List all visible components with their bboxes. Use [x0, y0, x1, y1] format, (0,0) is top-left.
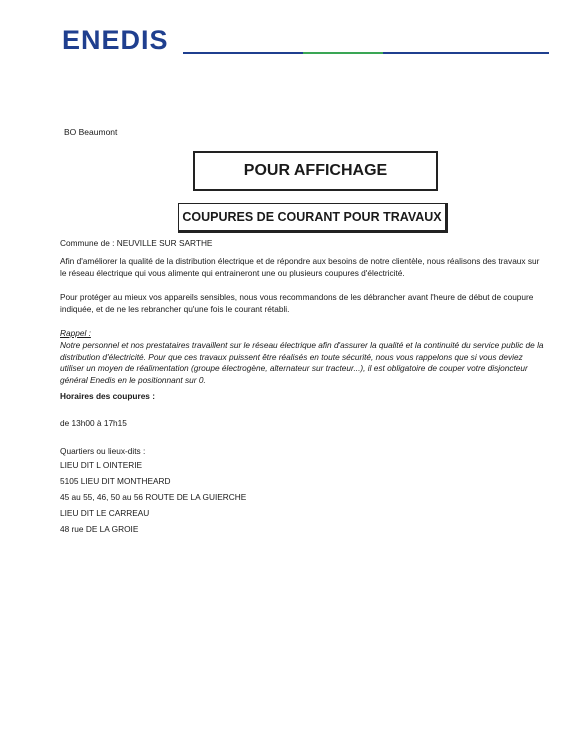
- intro-paragraph: Afin d'améliorer la qualité de la distribution électrique et de répondre aux besoins de notre clientèle, nous réalisons des travaux sur le réseau électrique qui vous alimente qui entraineront une ou plusieurs coupures d'électricité.: [60, 256, 540, 278]
- list-item: 48 rue DE LA GROIE: [60, 524, 139, 534]
- list-item: 5105 LIEU DIT MONTHEARD: [60, 476, 171, 486]
- recommendation-paragraph: Pour protéger au mieux vos appareils sensibles, nous vous recommandons de les débrancher avant l'heure de début de coupure indiquée, et de ne les rebrancher qu'une fois le courant rétabli.: [60, 292, 534, 314]
- logo-divider: [183, 52, 549, 54]
- rappel-text: Notre personnel et nos prestataires travaillent sur le réseau électrique afin d'assurer la qualité et la continuité du service public de la distribution d'électricité. Pour que ces travaux puissent être réalisés en toute sécurité, nous vous rappelons que si vous deviez utiliser un moyen de réalimentation (groupe électrogène, alternateur sur tracteur...), il est obligatoire de couper votre disjoncteur général Enedis en le positionnant sur 0.: [60, 340, 544, 385]
- quartiers-label: Quartiers ou lieux-dits :: [60, 446, 146, 456]
- notice-subtitle: COUPURES DE COURANT POUR TRAVAUX: [178, 203, 448, 233]
- list-item: LIEU DIT L OINTERIE: [60, 460, 143, 470]
- notice-title: POUR AFFICHAGE: [193, 151, 438, 191]
- commune-line: Commune de : NEUVILLE SUR SARTHE: [60, 238, 213, 248]
- list-item: 45 au 55, 46, 50 au 56 ROUTE DE LA GUIERCHE: [60, 492, 247, 502]
- horaires-value: de 13h00 à 17h15: [60, 418, 127, 428]
- sender-label: BO Beaumont: [64, 127, 118, 137]
- rappel-label: Rappel :: [60, 328, 91, 338]
- lieux-list: [60, 460, 546, 540]
- enedis-logo: ENEDIS: [62, 25, 169, 55]
- horaires-label: Horaires des coupures :: [60, 391, 155, 401]
- list-item: LIEU DIT LE CARREAU: [60, 508, 150, 518]
